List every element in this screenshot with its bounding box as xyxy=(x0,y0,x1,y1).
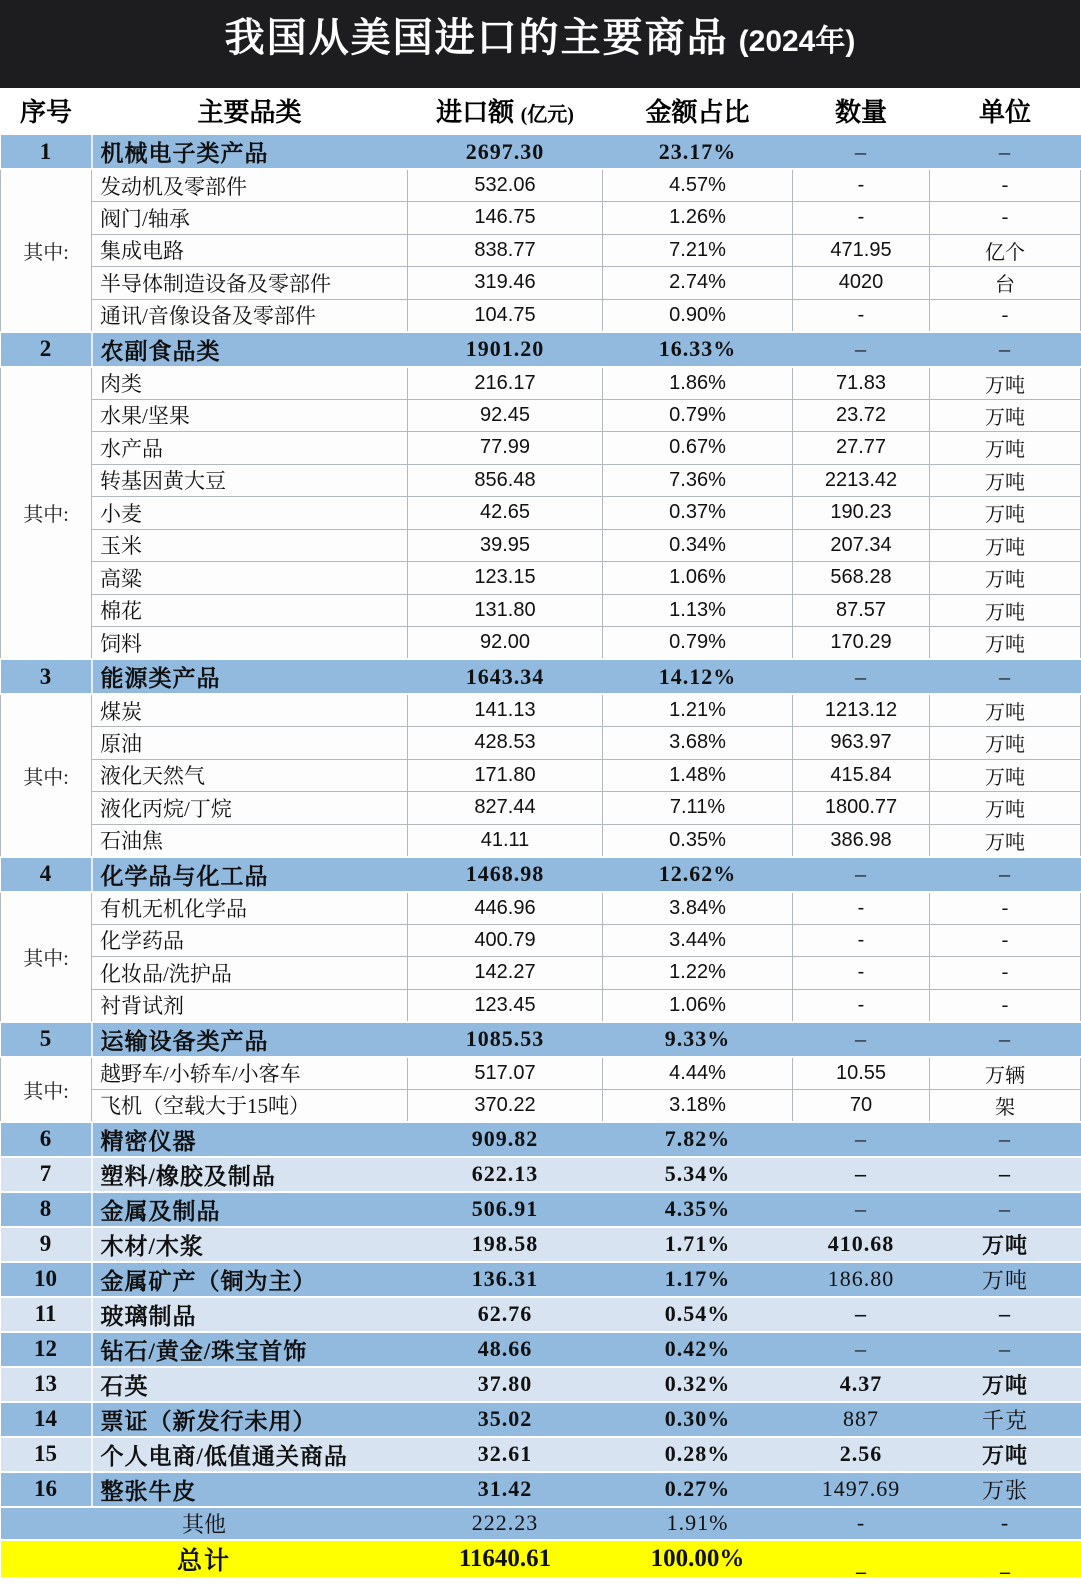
sub-category-row xyxy=(1,759,1081,792)
total-share: 100.00% xyxy=(603,1540,793,1577)
sub-quantity: - xyxy=(793,892,930,925)
sub-category-row xyxy=(1,267,1081,300)
sub-unit: 万吨 xyxy=(930,432,1081,465)
sub-unit: 万吨 xyxy=(930,824,1081,857)
header-row xyxy=(1,88,1081,134)
total-unit: – xyxy=(930,1540,1081,1577)
sub-unit: 万吨 xyxy=(930,594,1081,627)
sub-quantity: 190.23 xyxy=(793,497,930,530)
category-name: 机械电子类产品 xyxy=(92,134,408,169)
sub-category-row xyxy=(1,562,1081,595)
row-index: 12 xyxy=(1,1332,92,1367)
sub-category-row xyxy=(1,727,1081,760)
import-amount: 37.80 xyxy=(408,1367,603,1402)
unit: – xyxy=(930,1122,1081,1157)
col-header-amount-label: 进口额 xyxy=(436,98,515,127)
sub-category-name: 肉类 xyxy=(92,367,408,400)
category-name: 玻璃制品 xyxy=(92,1297,408,1332)
sub-category-name: 转基因黄大豆 xyxy=(92,464,408,497)
sub-quantity: 207.34 xyxy=(793,529,930,562)
unit: 万吨 xyxy=(930,1437,1081,1472)
col-header-unit: 单位 xyxy=(930,88,1081,134)
sub-share-percent: 7.21% xyxy=(603,234,793,267)
sub-import-amount: 532.06 xyxy=(408,169,603,202)
sub-quantity: 70 xyxy=(793,1089,930,1122)
share-percent: 1.71% xyxy=(603,1227,793,1262)
total-amount: 11640.61 xyxy=(408,1540,603,1577)
sub-category-name: 化妆品/洗护品 xyxy=(92,957,408,990)
sub-category-row xyxy=(1,169,1081,202)
sub-category-name: 玉米 xyxy=(92,529,408,562)
sub-quantity: 1800.77 xyxy=(793,792,930,825)
sub-quantity: - xyxy=(793,299,930,332)
share-percent: 14.12% xyxy=(603,659,793,694)
share-percent: 0.28% xyxy=(603,1437,793,1472)
sub-import-amount: 370.22 xyxy=(408,1089,603,1122)
import-amount: 1085.53 xyxy=(408,1022,603,1057)
sub-share-percent: 4.57% xyxy=(603,169,793,202)
unit: 万吨 xyxy=(930,1262,1081,1297)
sub-category-row xyxy=(1,924,1081,957)
quantity: 2.56 xyxy=(793,1437,930,1472)
sub-quantity: - xyxy=(793,169,930,202)
sub-import-amount: 171.80 xyxy=(408,759,603,792)
sub-quantity: - xyxy=(793,202,930,235)
import-amount: 48.66 xyxy=(408,1332,603,1367)
sub-category-name: 集成电路 xyxy=(92,234,408,267)
category-name: 能源类产品 xyxy=(92,659,408,694)
category-name: 运输设备类产品 xyxy=(92,1022,408,1057)
category-row xyxy=(1,659,1081,694)
import-amount: 222.23 xyxy=(408,1507,603,1540)
sub-import-amount: 92.45 xyxy=(408,399,603,432)
sub-share-percent: 3.44% xyxy=(603,924,793,957)
category-row xyxy=(1,1157,1081,1192)
sub-import-amount: 42.65 xyxy=(408,497,603,530)
sub-unit: - xyxy=(930,957,1081,990)
sub-quantity: - xyxy=(793,957,930,990)
sub-share-percent: 3.84% xyxy=(603,892,793,925)
among-which-label: 其中: xyxy=(1,169,92,332)
share-percent: 0.30% xyxy=(603,1402,793,1437)
category-row xyxy=(1,857,1081,892)
sub-import-amount: 131.80 xyxy=(408,594,603,627)
import-amount: 35.02 xyxy=(408,1402,603,1437)
sub-import-amount: 400.79 xyxy=(408,924,603,957)
sub-quantity: - xyxy=(793,924,930,957)
quantity: - xyxy=(793,1507,930,1540)
sub-category-row xyxy=(1,299,1081,332)
row-index: 13 xyxy=(1,1367,92,1402)
import-amount: 506.91 xyxy=(408,1192,603,1227)
sub-category-row xyxy=(1,957,1081,990)
row-index: 2 xyxy=(1,332,92,367)
row-index: 9 xyxy=(1,1227,92,1262)
sub-category-row xyxy=(1,367,1081,400)
sub-category-row xyxy=(1,694,1081,727)
other-row xyxy=(1,1507,1081,1540)
page-title: 我国从美国进口的主要商品 xyxy=(224,16,729,60)
sub-quantity: 170.29 xyxy=(793,627,930,660)
sub-category-name: 高粱 xyxy=(92,562,408,595)
sub-quantity: 386.98 xyxy=(793,824,930,857)
sub-category-name: 原油 xyxy=(92,727,408,760)
among-which-label: 其中: xyxy=(1,367,92,660)
unit: – xyxy=(930,1332,1081,1367)
sub-category-name: 水果/坚果 xyxy=(92,399,408,432)
sub-category-name: 水产品 xyxy=(92,432,408,465)
sub-import-amount: 41.11 xyxy=(408,824,603,857)
sub-share-percent: 1.48% xyxy=(603,759,793,792)
sub-import-amount: 216.17 xyxy=(408,367,603,400)
row-index: 6 xyxy=(1,1122,92,1157)
sub-share-percent: 0.37% xyxy=(603,497,793,530)
quantity: – xyxy=(793,1022,930,1057)
sub-unit: - xyxy=(930,202,1081,235)
sub-quantity: - xyxy=(793,989,930,1022)
sub-category-row xyxy=(1,202,1081,235)
sub-quantity: 27.77 xyxy=(793,432,930,465)
quantity: 887 xyxy=(793,1402,930,1437)
category-name: 钻石/黄金/珠宝首饰 xyxy=(92,1332,408,1367)
sub-unit: 亿个 xyxy=(930,234,1081,267)
sub-unit: - xyxy=(930,924,1081,957)
sub-share-percent: 1.13% xyxy=(603,594,793,627)
sub-unit: 架 xyxy=(930,1089,1081,1122)
sub-unit: - xyxy=(930,989,1081,1022)
sub-quantity: 963.97 xyxy=(793,727,930,760)
sub-category-name: 半导体制造设备及零部件 xyxy=(92,267,408,300)
row-index: 11 xyxy=(1,1297,92,1332)
unit: – xyxy=(930,1297,1081,1332)
total-quantity: – xyxy=(793,1540,930,1577)
sub-category-name: 煤炭 xyxy=(92,694,408,727)
sub-quantity: 471.95 xyxy=(793,234,930,267)
unit: – xyxy=(930,659,1081,694)
sub-unit: 万吨 xyxy=(930,497,1081,530)
sub-unit: 台 xyxy=(930,267,1081,300)
share-percent: 5.34% xyxy=(603,1157,793,1192)
share-percent: 9.33% xyxy=(603,1022,793,1057)
quantity: – xyxy=(793,1122,930,1157)
sub-share-percent: 0.79% xyxy=(603,627,793,660)
sub-category-name: 有机无机化学品 xyxy=(92,892,408,925)
unit: – xyxy=(930,857,1081,892)
sub-quantity: 10.55 xyxy=(793,1057,930,1090)
category-row xyxy=(1,332,1081,367)
share-percent: 0.32% xyxy=(603,1367,793,1402)
sub-quantity: 2213.42 xyxy=(793,464,930,497)
unit: 万吨 xyxy=(930,1367,1081,1402)
row-label: 其他 xyxy=(1,1507,408,1540)
unit: - xyxy=(930,1507,1081,1540)
col-header-amount-unit: (亿元) xyxy=(520,104,574,126)
sub-import-amount: 104.75 xyxy=(408,299,603,332)
row-index: 10 xyxy=(1,1262,92,1297)
sub-share-percent: 0.35% xyxy=(603,824,793,857)
sub-import-amount: 517.07 xyxy=(408,1057,603,1090)
share-percent: 1.91% xyxy=(603,1507,793,1540)
sub-quantity: 1213.12 xyxy=(793,694,930,727)
sub-share-percent: 3.68% xyxy=(603,727,793,760)
sub-unit: 万辆 xyxy=(930,1057,1081,1090)
category-name: 金属及制品 xyxy=(92,1192,408,1227)
sub-unit: 万吨 xyxy=(930,759,1081,792)
import-amount: 31.42 xyxy=(408,1472,603,1507)
share-percent: 0.54% xyxy=(603,1297,793,1332)
col-header-category: 主要品类 xyxy=(92,88,408,134)
share-percent: 7.82% xyxy=(603,1122,793,1157)
share-percent: 23.17% xyxy=(603,134,793,169)
sub-unit: - xyxy=(930,299,1081,332)
sub-category-row xyxy=(1,594,1081,627)
sub-import-amount: 123.45 xyxy=(408,989,603,1022)
col-header-index: 序号 xyxy=(1,88,92,134)
sub-share-percent: 0.90% xyxy=(603,299,793,332)
row-index: 16 xyxy=(1,1472,92,1507)
import-amount: 136.31 xyxy=(408,1262,603,1297)
unit: 万张 xyxy=(930,1472,1081,1507)
unit: – xyxy=(930,1157,1081,1192)
category-name: 个人电商/低值通关商品 xyxy=(92,1437,408,1472)
sub-unit: 万吨 xyxy=(930,727,1081,760)
quantity: – xyxy=(793,1157,930,1192)
sub-import-amount: 92.00 xyxy=(408,627,603,660)
category-row xyxy=(1,1437,1081,1472)
sub-import-amount: 123.15 xyxy=(408,562,603,595)
sub-import-amount: 319.46 xyxy=(408,267,603,300)
category-name: 票证（新发行未用） xyxy=(92,1402,408,1437)
sub-unit: - xyxy=(930,892,1081,925)
unit: – xyxy=(930,1022,1081,1057)
sub-quantity: 568.28 xyxy=(793,562,930,595)
share-percent: 0.42% xyxy=(603,1332,793,1367)
sub-category-name: 阀门/轴承 xyxy=(92,202,408,235)
share-percent: 12.62% xyxy=(603,857,793,892)
category-row xyxy=(1,1192,1081,1227)
title-bar xyxy=(0,0,1080,88)
category-row xyxy=(1,1472,1081,1507)
category-name: 石英 xyxy=(92,1367,408,1402)
category-name: 农副食品类 xyxy=(92,332,408,367)
sub-category-row xyxy=(1,497,1081,530)
sub-category-name: 石油焦 xyxy=(92,824,408,857)
category-row xyxy=(1,1297,1081,1332)
quantity: – xyxy=(793,134,930,169)
row-index: 8 xyxy=(1,1192,92,1227)
category-name: 精密仪器 xyxy=(92,1122,408,1157)
import-amount: 1468.98 xyxy=(408,857,603,892)
imports-table xyxy=(0,88,1081,1583)
quantity: 186.80 xyxy=(793,1262,930,1297)
among-which-label: 其中: xyxy=(1,694,92,857)
unit: – xyxy=(930,134,1081,169)
sub-category-row xyxy=(1,892,1081,925)
row-index: 7 xyxy=(1,1157,92,1192)
sub-category-name: 飞机（空载大于15吨） xyxy=(92,1089,408,1122)
sub-category-row xyxy=(1,1089,1081,1122)
sub-share-percent: 0.34% xyxy=(603,529,793,562)
col-header-share: 金额占比 xyxy=(603,88,793,134)
category-name: 化学品与化工品 xyxy=(92,857,408,892)
import-amount: 1901.20 xyxy=(408,332,603,367)
sub-share-percent: 1.22% xyxy=(603,957,793,990)
category-name: 金属矿产（铜为主） xyxy=(92,1262,408,1297)
category-name: 塑料/橡胶及制品 xyxy=(92,1157,408,1192)
quantity: – xyxy=(793,1192,930,1227)
col-header-quantity: 数量 xyxy=(793,88,930,134)
sub-category-row xyxy=(1,824,1081,857)
share-percent: 4.35% xyxy=(603,1192,793,1227)
quantity: 4.37 xyxy=(793,1367,930,1402)
sub-category-name: 液化丙烷/丁烷 xyxy=(92,792,408,825)
sub-quantity: 23.72 xyxy=(793,399,930,432)
quantity: 1497.69 xyxy=(793,1472,930,1507)
category-row xyxy=(1,1332,1081,1367)
among-which-label: 其中: xyxy=(1,892,92,1022)
sub-category-name: 小麦 xyxy=(92,497,408,530)
import-amount: 62.76 xyxy=(408,1297,603,1332)
sub-category-name: 饲料 xyxy=(92,627,408,660)
sub-share-percent: 4.44% xyxy=(603,1057,793,1090)
quantity: – xyxy=(793,857,930,892)
category-row xyxy=(1,1122,1081,1157)
sub-import-amount: 856.48 xyxy=(408,464,603,497)
import-amount: 32.61 xyxy=(408,1437,603,1472)
share-percent: 1.17% xyxy=(603,1262,793,1297)
import-amount: 909.82 xyxy=(408,1122,603,1157)
sub-unit: 万吨 xyxy=(930,464,1081,497)
sub-category-row xyxy=(1,792,1081,825)
sub-category-name: 衬背试剂 xyxy=(92,989,408,1022)
sub-import-amount: 141.13 xyxy=(408,694,603,727)
unit: 万吨 xyxy=(930,1227,1081,1262)
sub-import-amount: 827.44 xyxy=(408,792,603,825)
sub-category-row xyxy=(1,234,1081,267)
unit: – xyxy=(930,332,1081,367)
sub-category-row xyxy=(1,1057,1081,1090)
sub-unit: 万吨 xyxy=(930,562,1081,595)
sub-unit: 万吨 xyxy=(930,694,1081,727)
sub-quantity: 87.57 xyxy=(793,594,930,627)
sub-share-percent: 1.06% xyxy=(603,562,793,595)
sub-category-row xyxy=(1,464,1081,497)
sub-quantity: 4020 xyxy=(793,267,930,300)
row-index: 15 xyxy=(1,1437,92,1472)
sub-import-amount: 39.95 xyxy=(408,529,603,562)
sub-category-row xyxy=(1,627,1081,660)
sub-share-percent: 7.36% xyxy=(603,464,793,497)
sub-quantity: 415.84 xyxy=(793,759,930,792)
sub-unit: 万吨 xyxy=(930,367,1081,400)
category-row xyxy=(1,1402,1081,1437)
sub-category-name: 通讯/音像设备及零部件 xyxy=(92,299,408,332)
sub-quantity: 71.83 xyxy=(793,367,930,400)
sub-unit: - xyxy=(930,169,1081,202)
sub-share-percent: 0.67% xyxy=(603,432,793,465)
sub-category-name: 发动机及零部件 xyxy=(92,169,408,202)
row-index: 5 xyxy=(1,1022,92,1057)
category-row xyxy=(1,1227,1081,1262)
row-index: 3 xyxy=(1,659,92,694)
sub-share-percent: 1.06% xyxy=(603,989,793,1022)
row-index: 14 xyxy=(1,1402,92,1437)
sub-category-name: 棉花 xyxy=(92,594,408,627)
sub-category-row xyxy=(1,989,1081,1022)
sub-category-name: 越野车/小轿车/小客车 xyxy=(92,1057,408,1090)
sub-unit: 万吨 xyxy=(930,399,1081,432)
quantity: – xyxy=(793,1297,930,1332)
page-title-year: (2024年) xyxy=(738,25,856,58)
sub-category-row xyxy=(1,399,1081,432)
total-row xyxy=(1,1540,1081,1577)
category-row xyxy=(1,1022,1081,1057)
import-amount: 622.13 xyxy=(408,1157,603,1192)
sub-share-percent: 1.26% xyxy=(603,202,793,235)
category-row xyxy=(1,1262,1081,1297)
col-header-amount xyxy=(408,88,603,134)
sub-category-row xyxy=(1,529,1081,562)
unit: – xyxy=(930,1192,1081,1227)
category-name: 整张牛皮 xyxy=(92,1472,408,1507)
category-row xyxy=(1,1367,1081,1402)
quantity: – xyxy=(793,659,930,694)
sub-share-percent: 3.18% xyxy=(603,1089,793,1122)
sub-category-row xyxy=(1,432,1081,465)
share-percent: 0.27% xyxy=(603,1472,793,1507)
import-amount: 2697.30 xyxy=(408,134,603,169)
row-index: 4 xyxy=(1,857,92,892)
sub-import-amount: 838.77 xyxy=(408,234,603,267)
quantity: – xyxy=(793,1332,930,1367)
import-amount: 198.58 xyxy=(408,1227,603,1262)
sub-import-amount: 446.96 xyxy=(408,892,603,925)
row-index: 1 xyxy=(1,134,92,169)
import-amount: 1643.34 xyxy=(408,659,603,694)
sub-share-percent: 1.86% xyxy=(603,367,793,400)
quantity: 410.68 xyxy=(793,1227,930,1262)
sub-import-amount: 146.75 xyxy=(408,202,603,235)
sub-share-percent: 0.79% xyxy=(603,399,793,432)
sub-import-amount: 77.99 xyxy=(408,432,603,465)
sub-import-amount: 142.27 xyxy=(408,957,603,990)
category-row xyxy=(1,134,1081,169)
sub-import-amount: 428.53 xyxy=(408,727,603,760)
sub-category-name: 液化天然气 xyxy=(92,759,408,792)
among-which-label: 其中: xyxy=(1,1057,92,1122)
share-percent: 16.33% xyxy=(603,332,793,367)
sub-share-percent: 7.11% xyxy=(603,792,793,825)
sub-unit: 万吨 xyxy=(930,529,1081,562)
sub-category-name: 化学药品 xyxy=(92,924,408,957)
total-label: 总计 xyxy=(1,1540,408,1577)
sub-unit: 万吨 xyxy=(930,627,1081,660)
quantity: – xyxy=(793,332,930,367)
unit: 千克 xyxy=(930,1402,1081,1437)
sub-unit: 万吨 xyxy=(930,792,1081,825)
sub-share-percent: 2.74% xyxy=(603,267,793,300)
category-name: 木材/木浆 xyxy=(92,1227,408,1262)
sub-share-percent: 1.21% xyxy=(603,694,793,727)
